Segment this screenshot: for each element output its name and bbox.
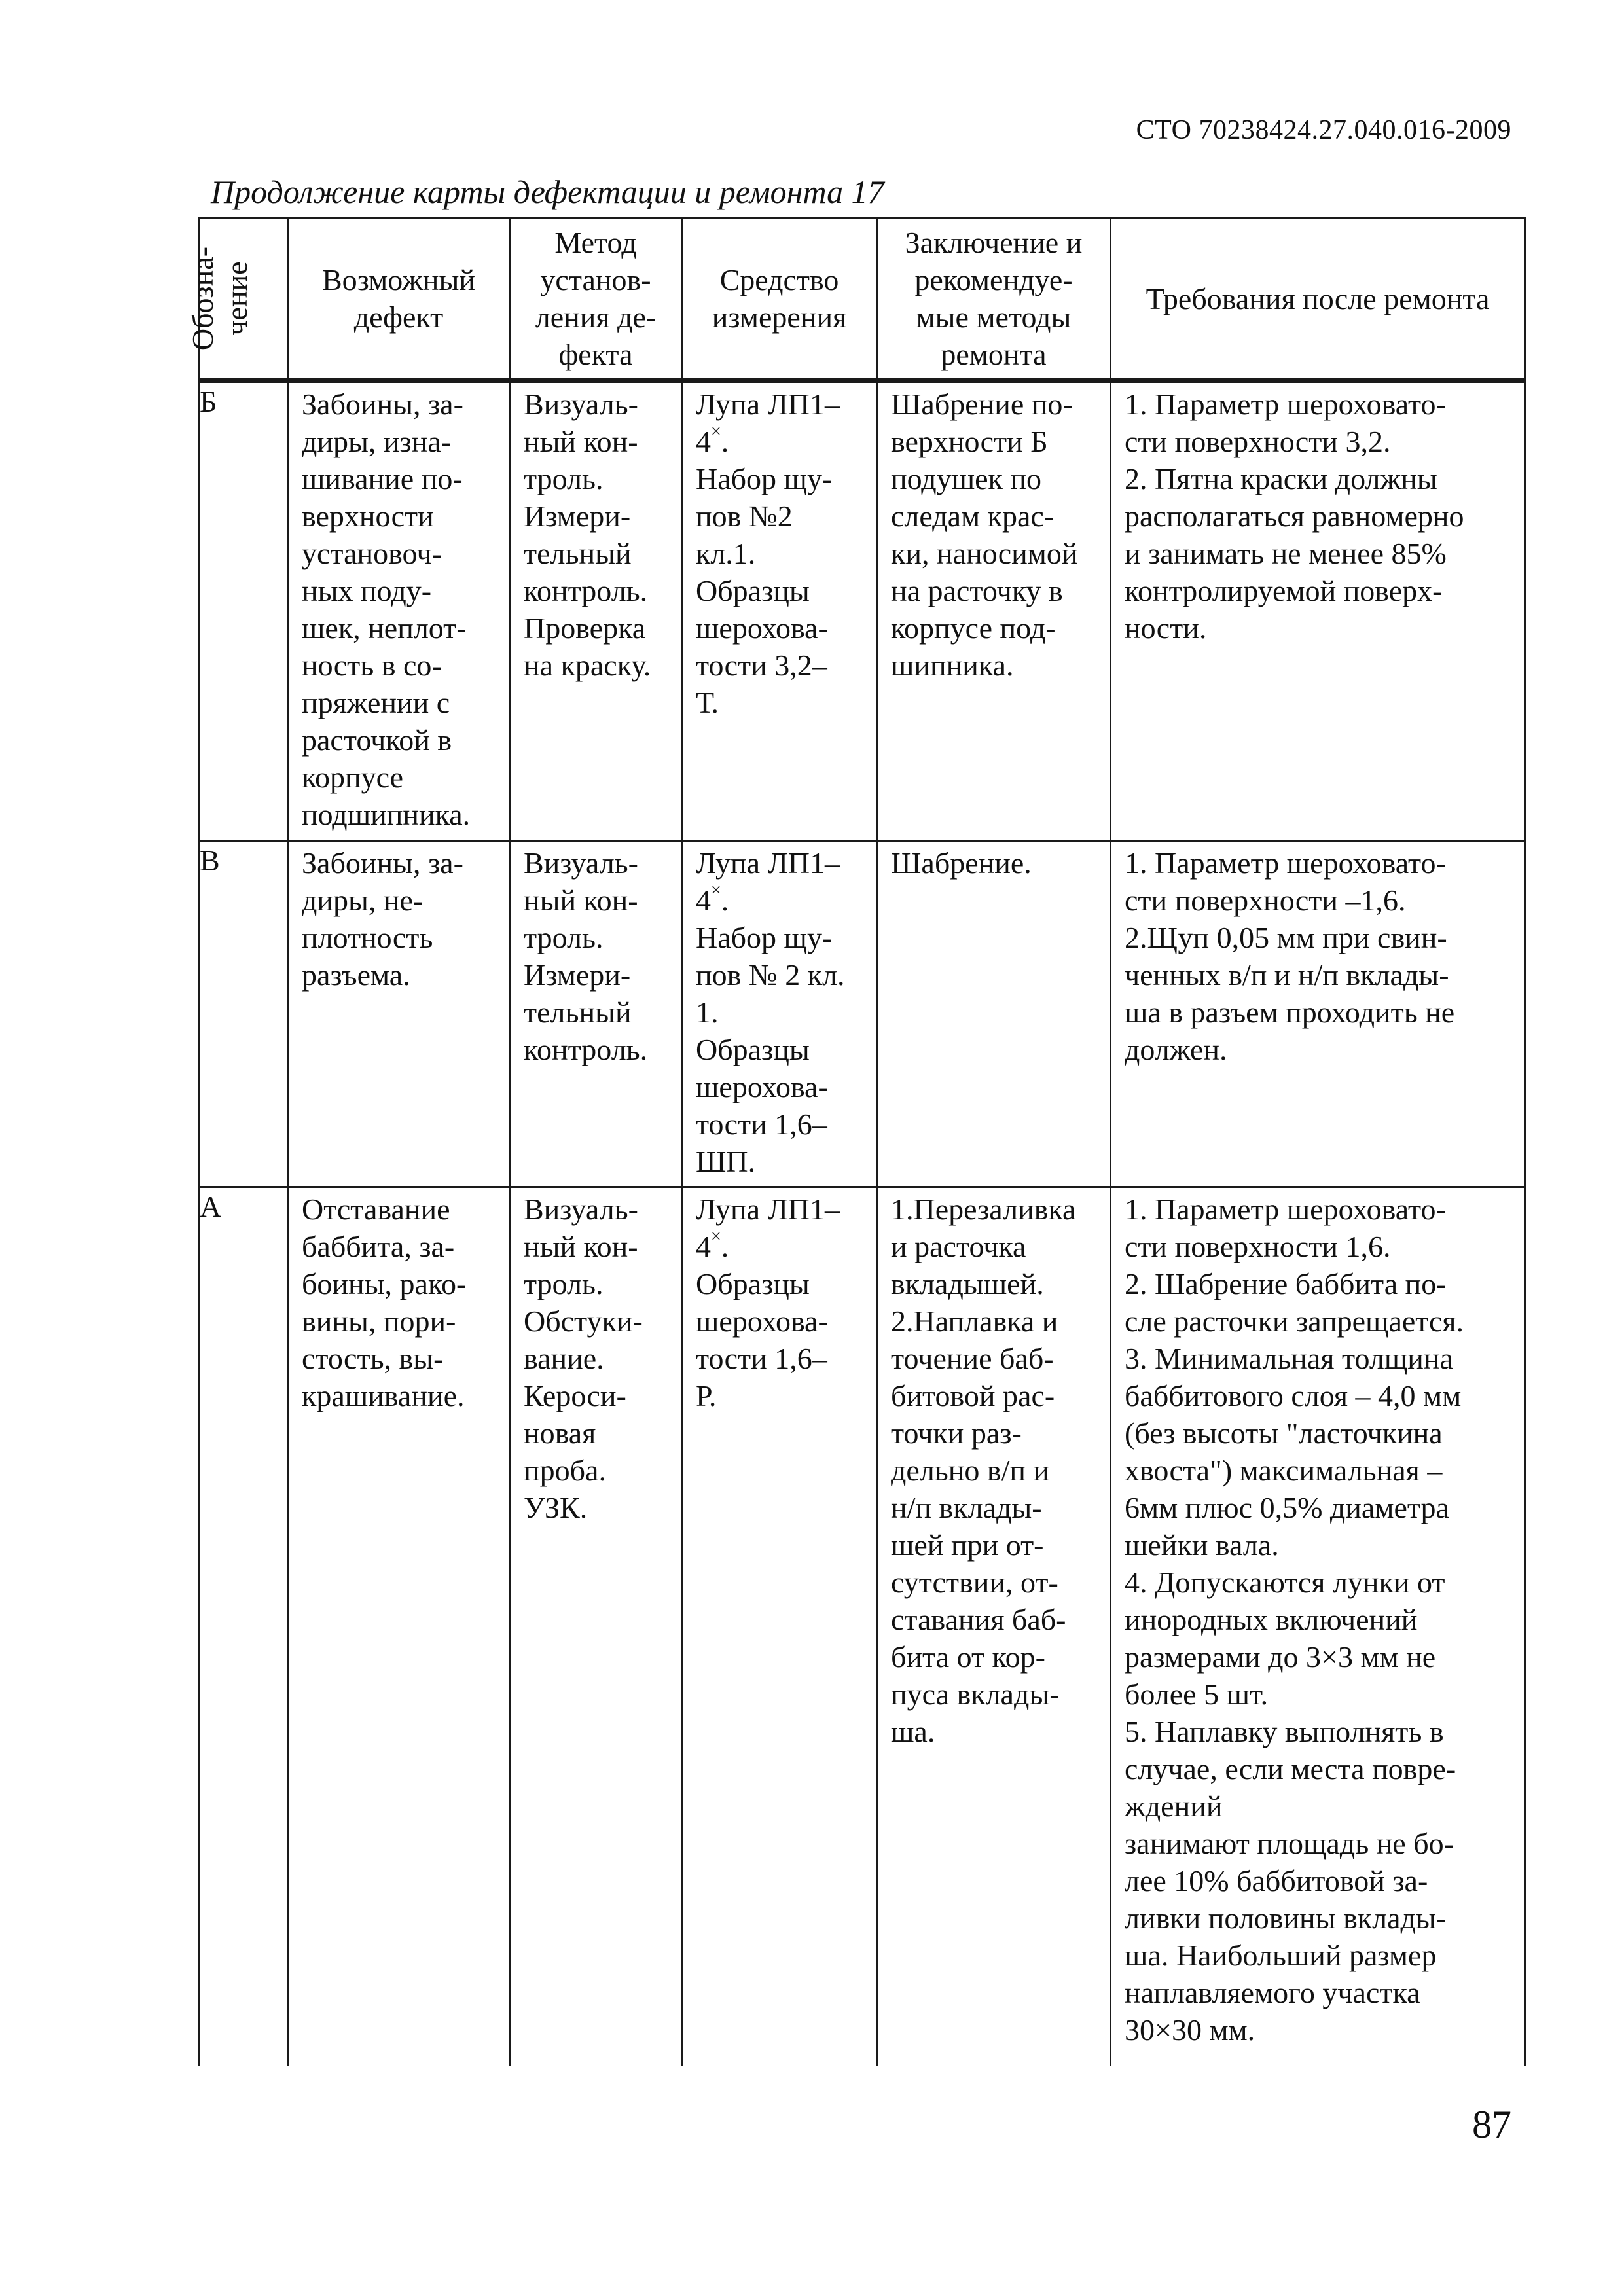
tool-cell: [682, 841, 877, 1187]
tool-text: [683, 1188, 876, 1417]
tool-text-end: . Набор щу- пов №2 кл.1. Образцы шерохова- тости 3,2– Т.: [696, 425, 833, 719]
table-caption: Продолжение карты дефектации и ремонта 17: [211, 173, 884, 210]
conclusion-text: 1.Перезаливка и расточка вкладышей. 2.Наплавка и точение баб- битовой рас- точки раз- дельно в/п и н/п вклады- шей при от- сутствии, от- ставания баб- бита от кор- пуса вклады- ша.: [891, 1193, 1076, 1748]
table-row: [199, 841, 1525, 1187]
tool-cell: [682, 1187, 877, 2067]
defect-table: [186, 217, 1526, 2066]
tool-superscript: ×: [711, 880, 721, 901]
conclusion-cell: [877, 381, 1111, 841]
defect-text: Отставание баббита, за- боины, рако- вины, пори- стость, вы- крашивание.: [302, 1193, 467, 1412]
defect-cell: [288, 841, 510, 1187]
method-cell: [510, 1187, 682, 2067]
column-header-defect: Возможный дефект: [288, 218, 510, 381]
table-header-row: [199, 218, 1525, 381]
requirements-cell: [1111, 1187, 1525, 2067]
method-cell: [510, 381, 682, 841]
column-header-method: Метод установ- ления де- фекта: [510, 218, 682, 381]
defect-text: Забоины, за- диры, изна- шивание по- верхности установоч- ных поду- шек, неплот- ность в со- пряжении с расточкой в корпусе подшипника.: [302, 387, 471, 831]
conclusion-text: Шабрение по- верхности Б подушек по следам крас- ки, наносимой на расточку в корпусе под- шипника.: [891, 387, 1078, 682]
designation-cell: Б: [199, 381, 288, 841]
designation-cell: В: [199, 841, 288, 1187]
tool-cell: [682, 381, 877, 841]
defect-cell: [288, 1187, 510, 2067]
defect-cell: [288, 381, 510, 841]
tool-text-end: . Набор щу- пов № 2 кл. 1. Образцы шерохова- тости 1,6– ШП.: [696, 884, 845, 1178]
tool-text-start: Лупа ЛП1– 4: [696, 387, 840, 458]
tool-text-start: Лупа ЛП1– 4: [696, 846, 840, 917]
requirements-text: 1. Параметр шероховато- сти поверхности –1,6. 2.Щуп 0,05 мм при свин- ченных в/п и н/п вклады- ша в разъем проходить не должен.: [1125, 846, 1455, 1066]
method-text: Визуаль- ный кон- троль. Измери- тельный контроль. Проверка на краску.: [524, 387, 651, 682]
conclusion-cell: [877, 841, 1111, 1187]
tool-text: [683, 383, 876, 724]
requirements-text: 1. Параметр шероховато- сти поверхности 1,6. 2. Шабрение баббита по- сле расточки запрещается. 3. Минимальная толщина баббитового слоя – 4,0 мм (без высоты "ласточкина хвоста") максимальная – 6мм плюс 0,5% диаметра шейки вала. 4. Допускаются лунки от инородных включений размерами до 3×3 мм не более 5 шт. 5. Наплавку выполнять в случае, если места повре- ждений занимают площадь не бо- лее 10% баббитовой за- ливки половины вклады- ша. Наибольший размер наплавляемого участка 30×30 мм.: [1125, 1193, 1464, 2047]
defect-text: Забоины, за- диры, не- плотность разъема.: [302, 846, 463, 992]
column-header-conclusion: Заключение и рекомендуе- мые методы ремонта: [877, 218, 1111, 381]
tool-superscript: ×: [711, 1227, 721, 1247]
conclusion-text: Шабрение.: [891, 846, 1032, 880]
column-header-designation: [186, 218, 288, 381]
document-code: СТО 70238424.27.040.016-2009: [1136, 115, 1511, 145]
tool-superscript: ×: [711, 422, 721, 442]
conclusion-cell: [877, 1187, 1111, 2067]
method-text: Визуаль- ный кон- троль. Измери- тельный контроль.: [524, 846, 648, 1066]
requirements-cell: [1111, 841, 1525, 1187]
table-row: [199, 1187, 1525, 2067]
column-header-designation-label: Обозна- чение: [186, 246, 253, 351]
tool-text: [683, 842, 876, 1183]
table-row: [199, 381, 1525, 841]
page-number: 87: [1472, 2103, 1511, 2146]
requirements-cell: [1111, 381, 1525, 841]
column-header-tool: Средство измерения: [682, 218, 877, 381]
tool-text-start: Лупа ЛП1– 4: [696, 1193, 840, 1263]
method-cell: [510, 841, 682, 1187]
requirements-text: 1. Параметр шероховато- сти поверхности 3,2. 2. Пятна краски должны располагаться равномерно и занимать не менее 85% контролируемой поверх- ности.: [1125, 387, 1464, 645]
designation-cell: А: [199, 1187, 288, 2067]
tool-text-end: . Образцы шерохова- тости 1,6– Р.: [696, 1230, 828, 1412]
column-header-requirements: Требования после ремонта: [1111, 218, 1525, 381]
method-text: Визуаль- ный кон- троль. Обстуки- вание. Кероси- новая проба. УЗК.: [524, 1193, 643, 1524]
